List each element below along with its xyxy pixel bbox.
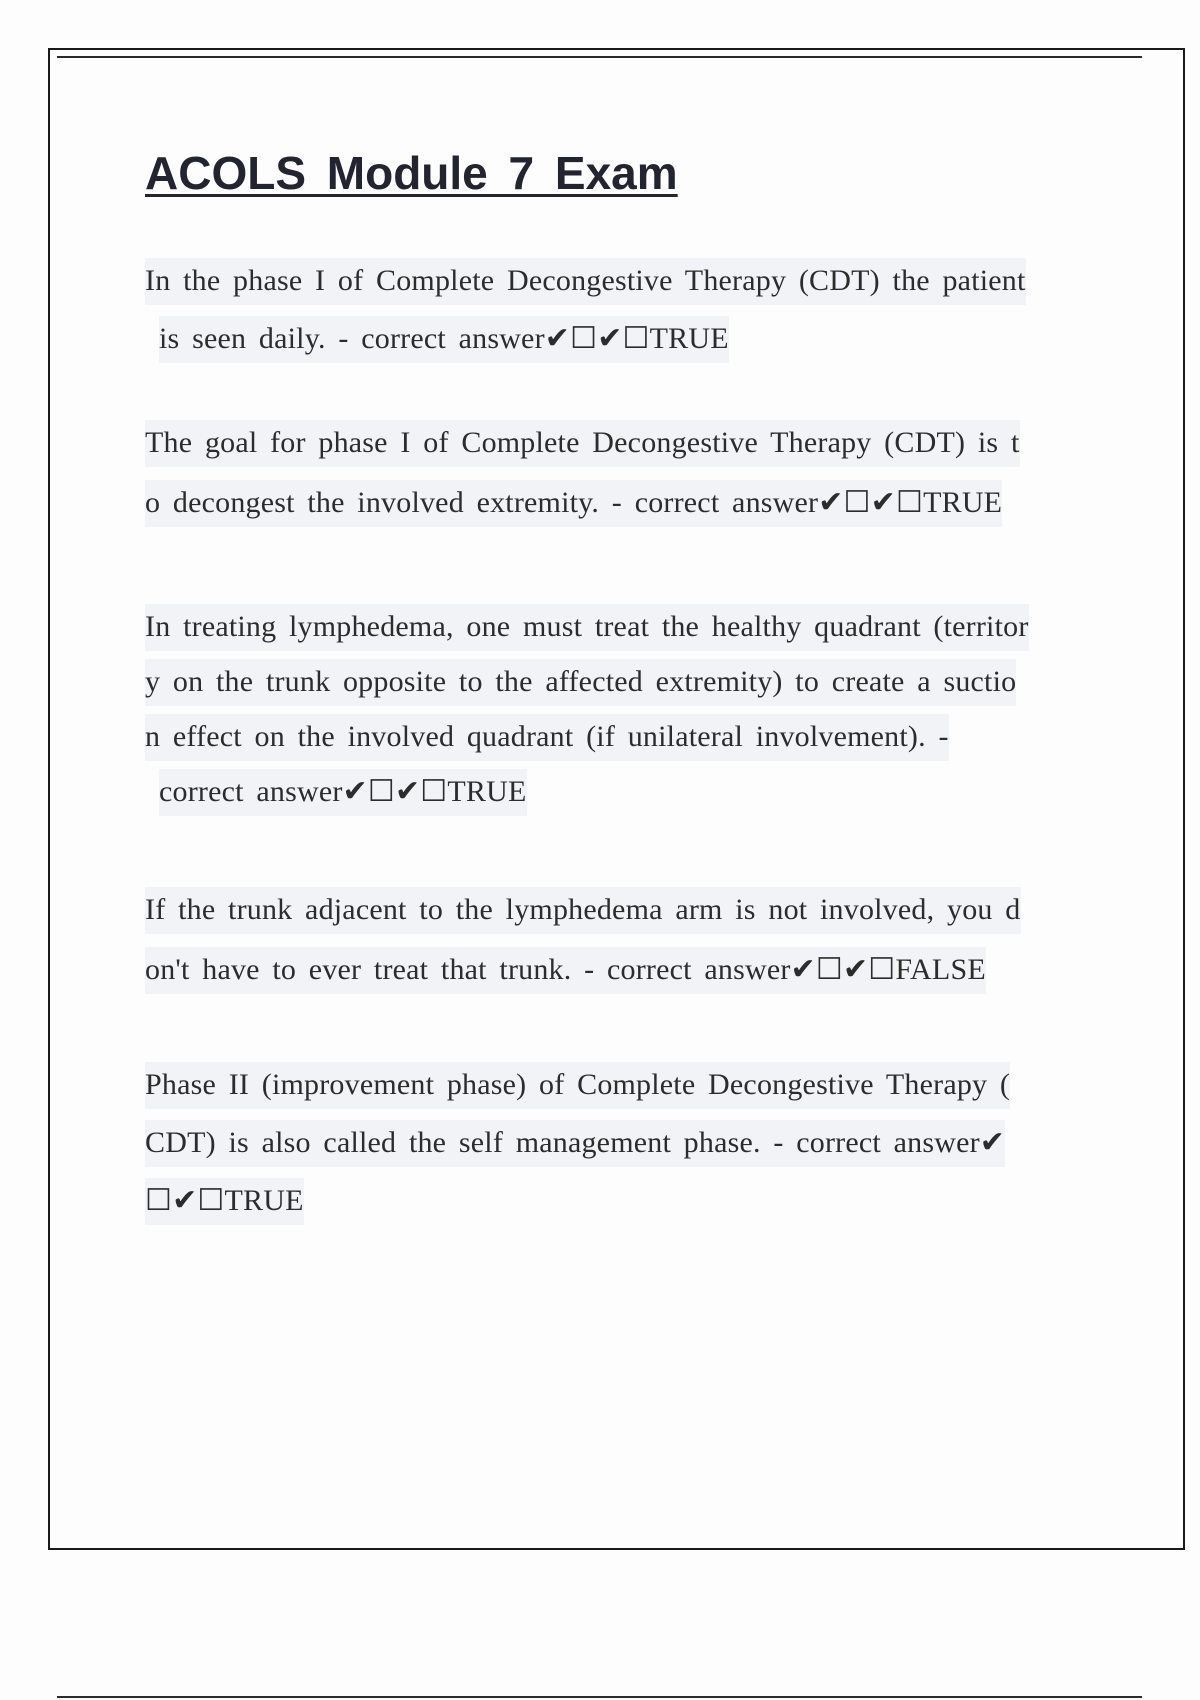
- question-line: If the trunk adjacent to the lymphedema arm is not involved, you d: [145, 880, 1085, 940]
- question-line: is seen daily. - correct answer✔☐✔☐TRUE: [145, 310, 1085, 368]
- document-title: ACOLS Module 7 Exam: [145, 147, 678, 199]
- question-line: on't have to ever treat that trunk. - correct answer✔☐✔☐FALSE: [145, 940, 1085, 1000]
- bottom-rule: [57, 1696, 1142, 1698]
- question-5: [145, 1056, 1085, 1230]
- question-line: n effect on the involved quadrant (if unilateral involvement). -: [145, 709, 1085, 764]
- question-1: [145, 252, 1085, 368]
- question-line: correct answer✔☐✔☐TRUE: [145, 764, 1085, 819]
- question-line: ☐✔☐TRUE: [145, 1172, 1085, 1230]
- question-4: [145, 880, 1085, 1000]
- question-line: The goal for phase I of Complete Decongestive Therapy (CDT) is t: [145, 413, 1085, 473]
- question-line: CDT) is also called the self management phase. - correct answer✔: [145, 1114, 1085, 1172]
- question-3: [145, 599, 1085, 819]
- question-line: y on the trunk opposite to the affected extremity) to create a suctio: [145, 654, 1085, 709]
- question-line: o decongest the involved extremity. - correct answer✔☐✔☐TRUE: [145, 473, 1085, 533]
- question-2: [145, 413, 1085, 533]
- question-line: In the phase I of Complete Decongestive Therapy (CDT) the patient: [145, 252, 1085, 310]
- question-line: Phase II (improvement phase) of Complete Decongestive Therapy (: [145, 1056, 1085, 1114]
- question-line: In treating lymphedema, one must treat the healthy quadrant (territor: [145, 599, 1085, 654]
